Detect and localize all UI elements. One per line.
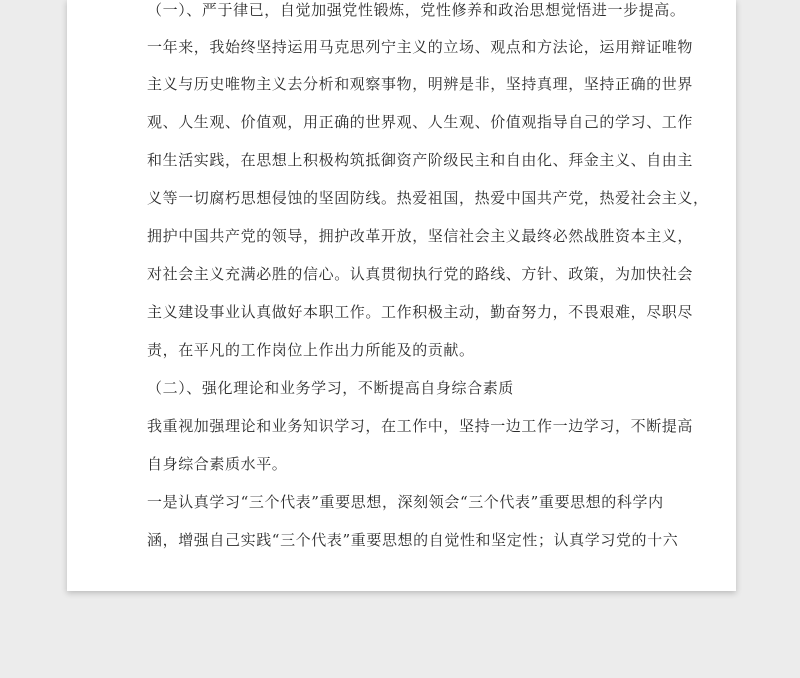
paragraph-line: 观、人生观、价值观，用正确的世界观、人生观、价值观指导自己的学习、工作 <box>147 113 694 131</box>
document-page <box>67 0 736 591</box>
paragraph-line: 主义与历史唯物主义去分析和观察事物，明辨是非，坚持真理，坚持正确的世界 <box>147 75 694 93</box>
paragraph-line: 责，在平凡的工作岗位上作出力所能及的贡献。 <box>147 341 475 359</box>
paragraph-line: 主义建设事业认真做好本职工作。工作积极主动，勤奋努力，不畏艰难，尽职尽 <box>147 303 694 321</box>
paragraph-line: 拥护中国共产党的领导，拥护改革开放，坚信社会主义最终必然战胜资本主义， <box>147 227 694 245</box>
section-heading-2: （二）、强化理论和业务学习，不断提高自身综合素质 <box>147 379 514 397</box>
paragraph-line: 涵，增强自己实践“三个代表”重要思想的自觉性和坚定性；认真学习党的十六 <box>147 531 679 549</box>
paragraph-line: 对社会主义充满必胜的信心。认真贯彻执行党的路线、方针、政策，为加快社会 <box>147 265 694 283</box>
section-heading-1: （一）、严于律已，自觉加强党性锻炼，党性修养和政治思想觉悟进一步提高。 <box>147 1 686 19</box>
paragraph-line: 一年来，我始终坚持运用马克思列宁主义的立场、观点和方法论，运用辩证唯物 <box>147 38 694 56</box>
paragraph-line: 自身综合素质水平。 <box>147 455 288 473</box>
paragraph-line: 和生活实践，在思想上积极构筑抵御资产阶级民主和自由化、拜金主义、自由主 <box>147 151 694 169</box>
paragraph-line: 义等一切腐朽思想侵蚀的坚固防线。热爱祖国，热爱中国共产党，热爱社会主义， <box>147 189 709 207</box>
paragraph-line: 一是认真学习“三个代表”重要思想，深刻领会“三个代表”重要思想的科学内 <box>147 493 664 511</box>
paragraph-line: 我重视加强理论和业务知识学习，在工作中，坚持一边工作一边学习，不断提高 <box>147 417 694 435</box>
